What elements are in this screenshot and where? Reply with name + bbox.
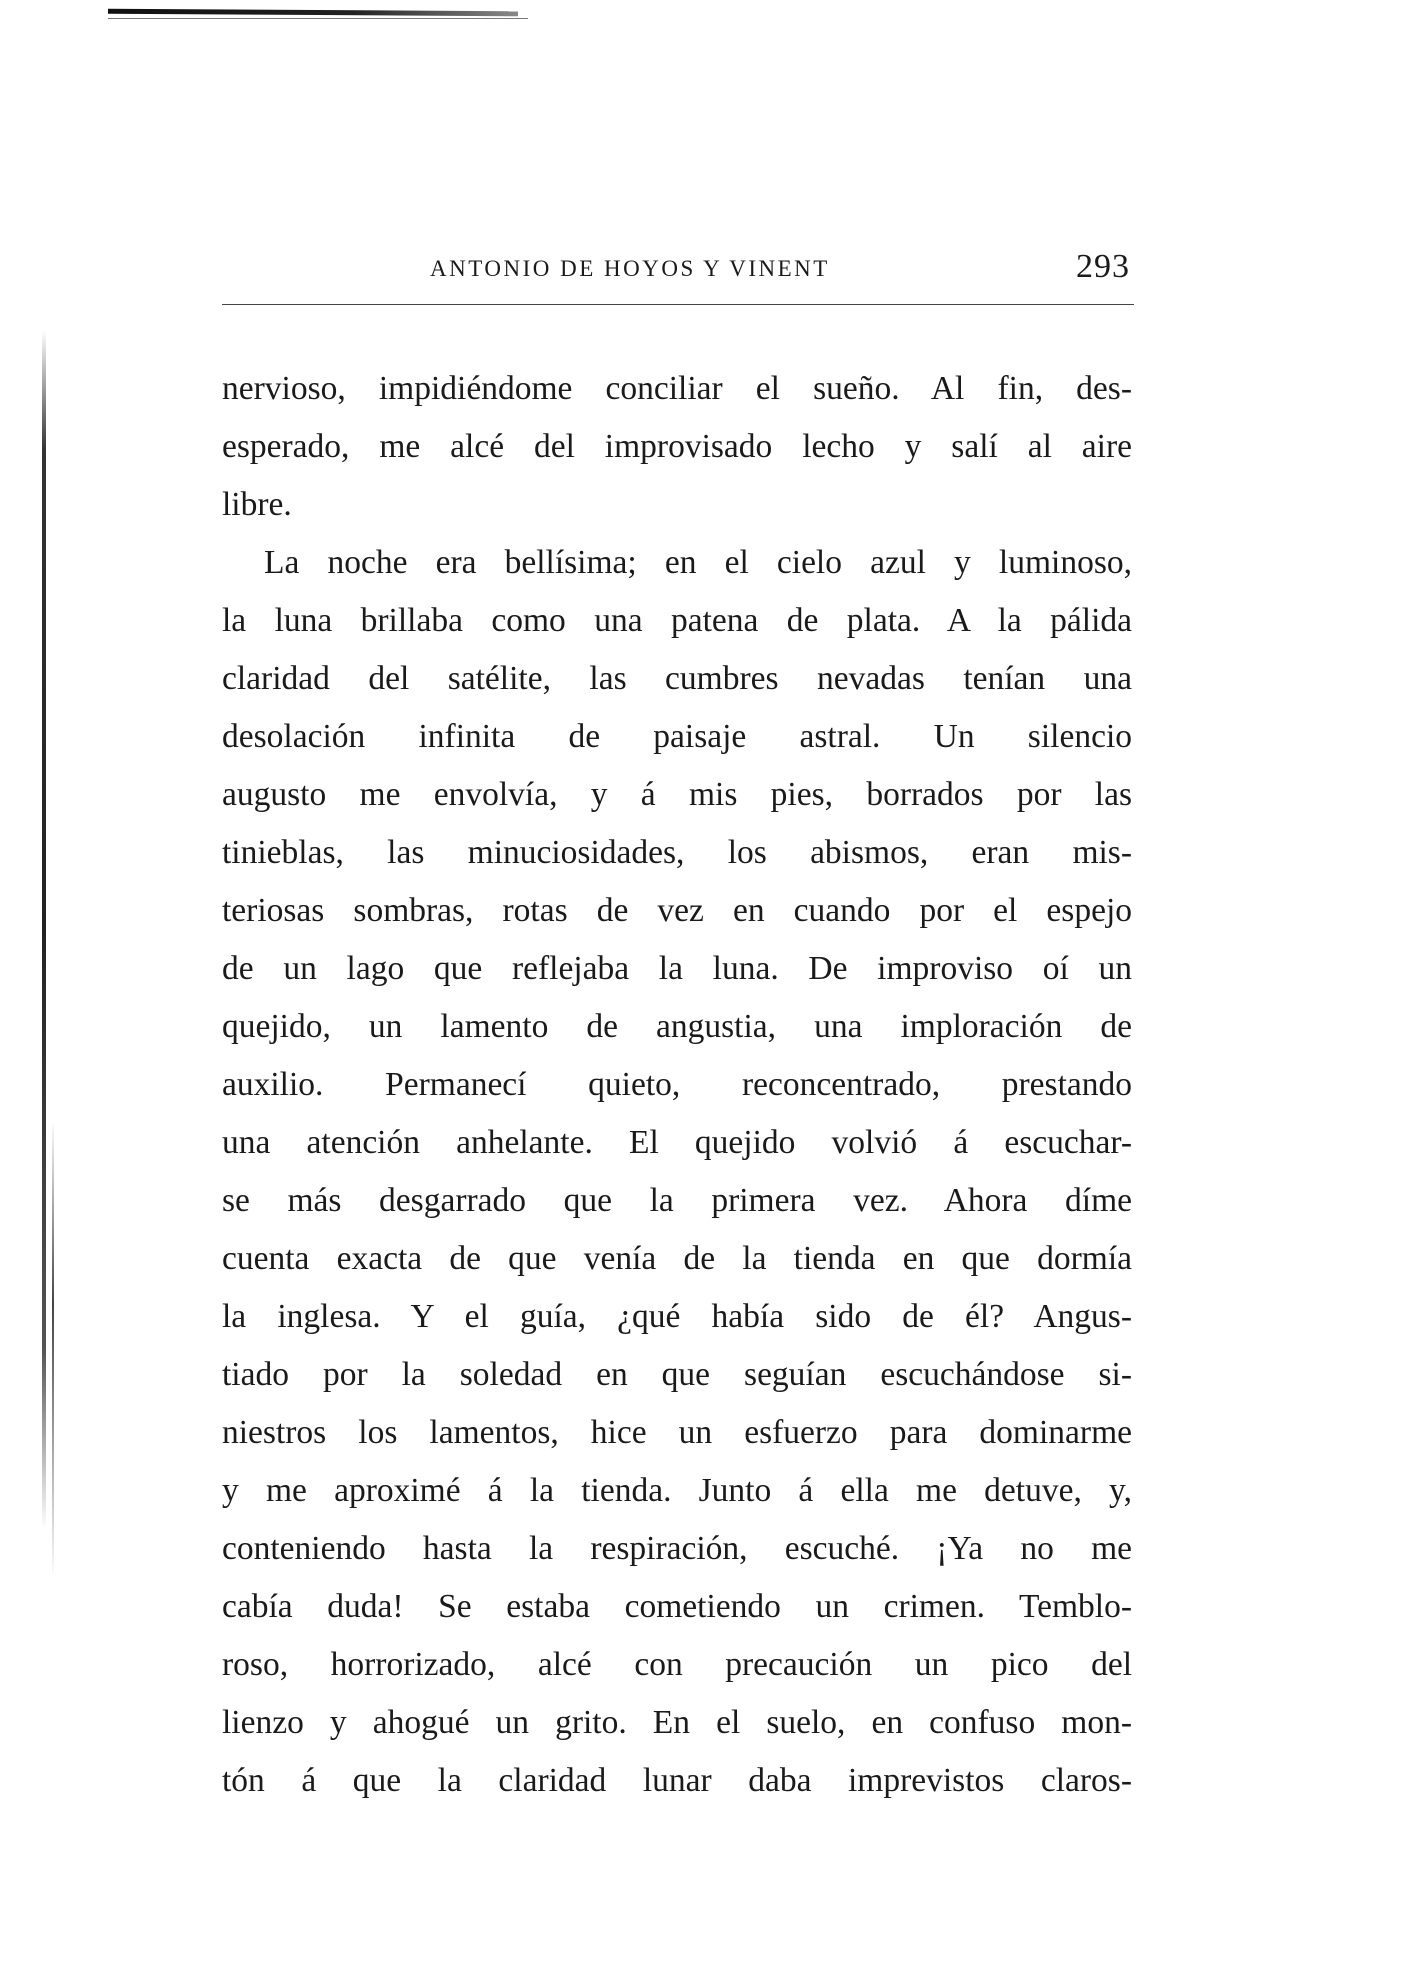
text-line: teriosas sombras, rotas de vez en cuando por el espejo (222, 892, 1132, 929)
text-line: libre. (222, 486, 292, 523)
text-line: cuenta exacta de que venía de la tienda en que dormía (222, 1240, 1132, 1277)
scan-edge-rule (108, 18, 528, 19)
text-line: auxilio. Permanecí quieto, reconcentrado, prestando (222, 1066, 1132, 1103)
text-line: quejido, un lamento de angustia, una imploración de (222, 1008, 1132, 1045)
text-line: roso, horrorizado, alcé con precaución un pico del (222, 1646, 1132, 1683)
paragraph-start-line: La noche era bellísima; en el cielo azul y luminoso, (264, 544, 1132, 581)
text-line: la inglesa. Y el guía, ¿qué había sido de él? Angus- (222, 1298, 1132, 1335)
text-line: tinieblas, las minuciosidades, los abismos, eran mis- (222, 834, 1132, 871)
page-spine-shadow (42, 330, 46, 1530)
text-line: tiado por la soledad en que seguían escuchándose si- (222, 1356, 1132, 1393)
text-line: desolación infinita de paisaje astral. Un silencio (222, 718, 1132, 755)
text-line: nervioso, impidiéndome conciliar el sueño. Al fin, des- (222, 370, 1132, 407)
body-text (222, 360, 1132, 1810)
header-rule (222, 304, 1134, 305)
text-line: augusto me envolvía, y á mis pies, borrados por las (222, 776, 1132, 813)
text-line: esperado, me alcé del improvisado lecho y salí al aire (222, 428, 1132, 465)
text-line: lienzo y ahogué un grito. En el suelo, en confuso mon- (222, 1704, 1132, 1741)
text-line: claridad del satélite, las cumbres nevadas tenían una (222, 660, 1132, 697)
text-line: cabía duda! Se estaba cometiendo un crimen. Temblo- (222, 1588, 1132, 1625)
running-head: ANTONIO DE HOYOS Y VINENT (430, 256, 830, 281)
text-line: conteniendo hasta la respiración, escuché. ¡Ya no me (222, 1530, 1132, 1567)
text-line: tón á que la claridad lunar daba imprevistos claros- (222, 1762, 1132, 1799)
text-line: se más desgarrado que la primera vez. Ahora díme (222, 1182, 1132, 1219)
text-line: y me aproximé á la tienda. Junto á ella me detuve, y, (222, 1472, 1132, 1509)
text-line: niestros los lamentos, hice un esfuerzo para dominarme (222, 1414, 1132, 1451)
text-line: una atención anhelante. El quejido volvió á escuchar- (222, 1124, 1132, 1161)
text-line: de un lago que reflejaba la luna. De improviso oí un (222, 950, 1132, 987)
page-header (222, 248, 1134, 292)
text-line: la luna brillaba como una patena de plata. A la pálida (222, 602, 1132, 639)
scan-edge-mark (108, 9, 518, 17)
page-number: 293 (1076, 248, 1130, 285)
page-spine-shadow-secondary (52, 1120, 54, 1580)
